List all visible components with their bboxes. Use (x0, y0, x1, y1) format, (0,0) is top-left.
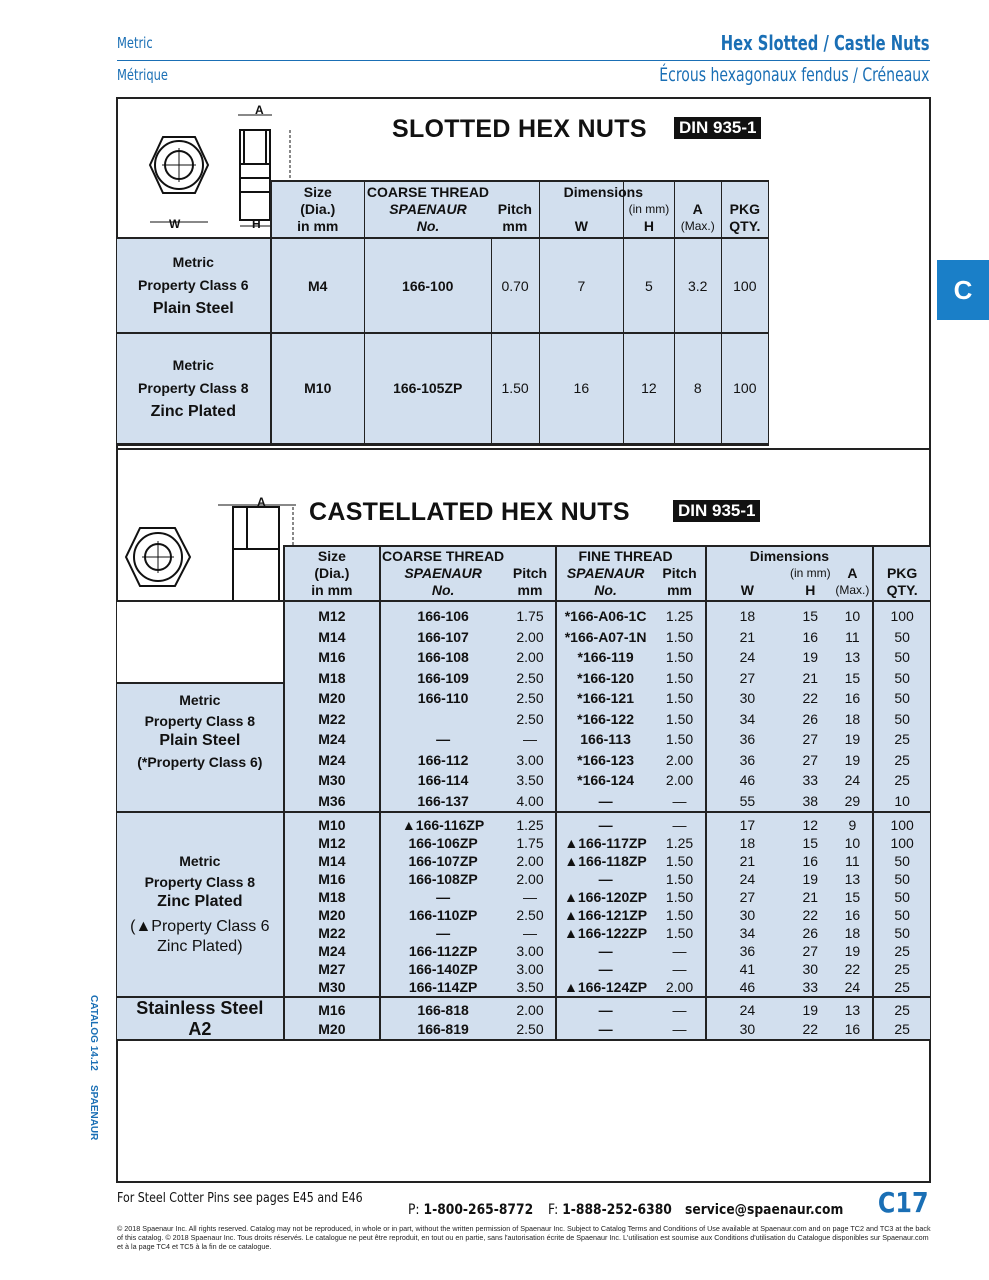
w-cell: 34 (706, 924, 788, 942)
a-cell: 19 (833, 750, 874, 771)
a-cell: 15 (833, 668, 874, 689)
h-cell: 26 (788, 924, 832, 942)
size-cell: M24 (284, 942, 380, 960)
qty-cell: 50 (873, 870, 930, 888)
size-cell: M18 (284, 888, 380, 906)
fine-pitch-cell: 2.00 (654, 750, 705, 771)
size-cell: M24 (284, 729, 380, 750)
a-cell: 29 (833, 791, 874, 813)
fine-no-cell: ▲166-124ZP (556, 978, 655, 997)
castellated-header-coarse-pitch: Pitch mm (505, 546, 556, 601)
coarse-pitch-cell: 1.25 (505, 812, 556, 834)
footer-cotter-note: For Steel Cotter Pins see pages E45 and E46 (117, 1191, 363, 1206)
size-cell: M14 (284, 627, 380, 648)
pitch-cell: 1.50 (491, 333, 539, 444)
size-cell: M16 (284, 870, 380, 888)
h-cell: 26 (788, 709, 832, 730)
castellated-header-fine: FINE THREAD SPAENAUR No. (556, 546, 655, 601)
slotted-header-size: Size (Dia.) in mm (271, 181, 365, 238)
slotted-diagram-w-label: W (169, 217, 181, 231)
coarse-pitch-cell: 3.50 (505, 978, 556, 997)
fine-pitch-cell: 1.50 (654, 688, 705, 709)
coarse-no-cell: 166-818 (380, 997, 505, 1020)
table-row (117, 997, 930, 1020)
h-cell: 5 (624, 238, 675, 333)
fine-no-cell: *166-120 (556, 668, 655, 689)
size-cell: M12 (284, 601, 380, 627)
size-cell: M12 (284, 834, 380, 852)
size-cell: M24 (284, 750, 380, 771)
coarse-no-cell: 166-110 (380, 688, 505, 709)
coarse-pitch-cell: 2.00 (505, 647, 556, 668)
coarse-pitch-cell: 3.00 (505, 960, 556, 978)
castellated-din-badge: DIN 935-1 (673, 500, 760, 522)
qty-cell: 100 (873, 601, 930, 627)
group-label-line: Property Class 8 (144, 873, 256, 890)
h-cell: 21 (788, 888, 832, 906)
coarse-pitch-cell: 2.00 (505, 870, 556, 888)
group-label-line: Zinc Plated (157, 893, 243, 911)
h-cell: 22 (788, 1020, 832, 1040)
fine-no-cell: 166-113 (556, 729, 655, 750)
qty-cell: 50 (873, 888, 930, 906)
a-cell: 13 (833, 647, 874, 668)
side-brand-label: SPAENAUR (88, 1085, 99, 1141)
castellated-header-spacer (117, 546, 284, 601)
coarse-no-cell: 166-108 (380, 647, 505, 668)
group-label-line: (*Property Class 6) (137, 753, 263, 770)
h-cell: 30 (788, 960, 832, 978)
a-cell: 11 (833, 627, 874, 648)
qty-cell: 100 (721, 333, 768, 444)
fine-pitch-cell: 1.50 (654, 870, 705, 888)
w-cell: 36 (706, 942, 788, 960)
coarse-pitch-cell: 2.50 (505, 906, 556, 924)
fine-no-cell: ▲166-118ZP (556, 852, 655, 870)
castellated-group-label (117, 601, 284, 812)
fine-no-cell: — (556, 870, 655, 888)
coarse-pitch-cell: — (505, 924, 556, 942)
group-label-line: Metric (179, 853, 221, 870)
group-label-line: Plain Steel (159, 732, 241, 749)
h-cell: 22 (788, 688, 832, 709)
coarse-no-cell: 166-106ZP (380, 834, 505, 852)
coarse-pitch-cell: 2.50 (505, 709, 556, 730)
coarse-pitch-cell: 4.00 (505, 791, 556, 813)
fine-pitch-cell: 1.50 (654, 924, 705, 942)
size-cell: M22 (284, 709, 380, 730)
group-label-line: (▲Property Class 6 (130, 917, 270, 935)
fine-no-cell: *166-A06-1C (556, 601, 655, 627)
w-cell: 24 (706, 870, 788, 888)
fine-no-cell: *166-124 (556, 770, 655, 791)
size-cell: M16 (284, 647, 380, 668)
w-cell: 18 (706, 601, 788, 627)
fine-pitch-cell: 1.25 (654, 601, 705, 627)
qty-cell: 25 (873, 1020, 930, 1040)
h-cell: 21 (788, 668, 832, 689)
h-cell: 33 (788, 770, 832, 791)
size-cell: M10 (271, 333, 365, 444)
fine-no-cell: ▲166-122ZP (556, 924, 655, 942)
page-number: C17 (878, 1186, 929, 1219)
slotted-din-badge: DIN 935-1 (674, 117, 761, 139)
a-cell: 8 (674, 333, 721, 444)
size-cell: M10 (284, 812, 380, 834)
qty-cell: 25 (873, 978, 930, 997)
fine-pitch-cell: 1.50 (654, 888, 705, 906)
coarse-pitch-cell: — (505, 888, 556, 906)
fine-no-cell: — (556, 997, 655, 1020)
h-cell: 15 (788, 601, 832, 627)
fine-pitch-cell: — (654, 1020, 705, 1040)
slotted-group-1-label: Metric Property Class 6 Plain Steel (117, 238, 271, 333)
castellated-diagram-a-label: A (257, 495, 266, 509)
h-cell: 19 (788, 997, 832, 1020)
group-label-line: Metric (179, 692, 221, 708)
qty-cell: 25 (873, 729, 930, 750)
qty-cell: 50 (873, 668, 930, 689)
side-catalog-label: CATALOG 14.12 (88, 995, 99, 1071)
coarse-no-cell: ▲166-116ZP (380, 812, 505, 834)
h-cell: 15 (788, 834, 832, 852)
qty-cell: 50 (873, 647, 930, 668)
castellated-table (117, 545, 930, 1041)
fine-pitch-cell: — (654, 997, 705, 1020)
footer-email[interactable]: service@spaenaur.com (685, 1202, 844, 1218)
header-left-en: Metric (117, 34, 153, 52)
a-cell: 18 (833, 709, 874, 730)
coarse-no-cell: 166-140ZP (380, 960, 505, 978)
w-cell: 27 (706, 668, 788, 689)
h-cell: 38 (788, 791, 832, 813)
footer-fax: F: 1-888-252-6380 (548, 1202, 672, 1218)
section-tab[interactable]: C (937, 260, 989, 320)
slotted-diagram-a-label: A (255, 103, 264, 117)
fine-no-cell: — (556, 1020, 655, 1040)
header-left-fr: Métrique (117, 66, 168, 84)
w-cell: 30 (706, 688, 788, 709)
coarse-no-cell: 166-110ZP (380, 906, 505, 924)
fine-pitch-cell: 1.50 (654, 709, 705, 730)
w-cell: 34 (706, 709, 788, 730)
fine-pitch-cell: — (654, 960, 705, 978)
fine-no-cell: *166-A07-1N (556, 627, 655, 648)
coarse-pitch-cell: 1.75 (505, 834, 556, 852)
pitch-cell: 0.70 (491, 238, 539, 333)
fine-pitch-cell: — (654, 812, 705, 834)
coarse-no-cell: 166-107 (380, 627, 505, 648)
w-cell: 36 (706, 750, 788, 771)
slotted-title: SLOTTED HEX NUTS (392, 115, 647, 143)
a-cell: 15 (833, 888, 874, 906)
footer-legal: © 2018 Spaenaur Inc. All rights reserved. Catalog may not be reproduced, in whole or in part, without the written permission of Spaenaur Inc. Subject to Catalog Terms and Conditions of Use available at Spaenaur.com and on page TC2 and TC3 at the back of this catalog. © 2018 Spaenaur Inc. Tous droits réservés. Le catalogue ne peut être reproduit, en tout ou en partie, sans l'autorisation écrite de Spaenaur Inc. L'utilisation est soumise aux Conditions d'utilisation du Catalogue disponibles sur Spaenaur.com et à la page TC4 et TC5 à la fin de ce catalogue. (117, 1224, 931, 1251)
group-label-line: A2 (188, 1018, 212, 1039)
fine-no-cell: — (556, 942, 655, 960)
size-cell: M4 (271, 238, 365, 333)
size-cell: M30 (284, 770, 380, 791)
w-cell: 30 (706, 906, 788, 924)
w-cell: 24 (706, 997, 788, 1020)
h-cell: 27 (788, 729, 832, 750)
slotted-header-spacer (117, 181, 271, 238)
footer-phone: P: 1-800-265-8772 (408, 1202, 534, 1218)
section-divider (117, 448, 930, 450)
fine-no-cell: *166-121 (556, 688, 655, 709)
coarse-pitch-cell: 2.50 (505, 668, 556, 689)
fine-pitch-cell: 1.50 (654, 906, 705, 924)
w-cell: 55 (706, 791, 788, 813)
coarse-no-cell: 166-107ZP (380, 852, 505, 870)
coarse-pitch-cell: 3.00 (505, 942, 556, 960)
qty-cell: 25 (873, 942, 930, 960)
qty-cell: 50 (873, 709, 930, 730)
h-cell: 19 (788, 870, 832, 888)
qty-cell: 50 (873, 627, 930, 648)
coarse-no-cell (380, 709, 505, 730)
w-cell: 36 (706, 729, 788, 750)
fine-no-cell: — (556, 812, 655, 834)
qty-cell: 10 (873, 791, 930, 813)
coarse-pitch-cell: 3.50 (505, 770, 556, 791)
fine-pitch-cell: 1.50 (654, 852, 705, 870)
slotted-diagram-h-label: H (252, 217, 261, 231)
castellated-header-a: A (Max.) (833, 546, 874, 601)
a-cell: 10 (833, 601, 874, 627)
fine-no-cell: ▲166-117ZP (556, 834, 655, 852)
part-number-cell: 166-100 (364, 238, 491, 333)
h-cell: 12 (624, 333, 675, 444)
fine-no-cell: *166-123 (556, 750, 655, 771)
a-cell: 18 (833, 924, 874, 942)
a-cell: 24 (833, 978, 874, 997)
fine-no-cell: ▲166-120ZP (556, 888, 655, 906)
coarse-no-cell: — (380, 729, 505, 750)
fine-no-cell: *166-122 (556, 709, 655, 730)
castellated-header-row (117, 546, 930, 601)
a-cell: 22 (833, 960, 874, 978)
a-cell: 16 (833, 1020, 874, 1040)
fine-pitch-cell: 2.00 (654, 770, 705, 791)
slotted-row (117, 333, 769, 444)
fine-pitch-cell: 1.50 (654, 647, 705, 668)
castellated-header-size: Size (Dia.) in mm (284, 546, 380, 601)
h-cell: 33 (788, 978, 832, 997)
slotted-header-a: A (Max.) (674, 181, 721, 238)
size-cell: M27 (284, 960, 380, 978)
coarse-pitch-cell: 2.00 (505, 997, 556, 1020)
w-cell: 17 (706, 812, 788, 834)
h-cell: 19 (788, 647, 832, 668)
slotted-header-spaenaur: COARSE THREAD SPAENAUR No. (364, 181, 491, 238)
coarse-no-cell: 166-106 (380, 601, 505, 627)
qty-cell: 50 (873, 688, 930, 709)
size-cell: M20 (284, 1020, 380, 1040)
coarse-pitch-cell: 2.50 (505, 688, 556, 709)
w-cell: 21 (706, 627, 788, 648)
coarse-no-cell: — (380, 924, 505, 942)
qty-cell: 25 (873, 997, 930, 1020)
qty-cell: 100 (873, 834, 930, 852)
fine-pitch-cell: 1.50 (654, 729, 705, 750)
qty-cell: 50 (873, 924, 930, 942)
coarse-no-cell: 166-114ZP (380, 978, 505, 997)
a-cell: 11 (833, 852, 874, 870)
size-cell: M22 (284, 924, 380, 942)
size-cell: M30 (284, 978, 380, 997)
slotted-header-w: Dimensions W (539, 181, 623, 238)
qty-cell: 25 (873, 750, 930, 771)
fine-pitch-cell: — (654, 791, 705, 813)
group-label-line: Zinc Plated) (157, 938, 243, 956)
coarse-no-cell: 166-112ZP (380, 942, 505, 960)
a-cell: 16 (833, 688, 874, 709)
group-label-line: Property Class 8 (144, 712, 256, 729)
w-cell: 46 (706, 978, 788, 997)
qty-cell: 25 (873, 770, 930, 791)
castellated-header-coarse: COARSE THREAD SPAENAUR No. (380, 546, 505, 601)
a-cell: 19 (833, 942, 874, 960)
h-cell: 16 (788, 627, 832, 648)
table-row (117, 812, 930, 834)
coarse-no-cell: 166-819 (380, 1020, 505, 1040)
a-cell: 13 (833, 997, 874, 1020)
slotted-header-pitch: Pitch mm (491, 181, 539, 238)
fine-pitch-cell: — (654, 942, 705, 960)
slotted-row (117, 238, 769, 333)
coarse-no-cell: 166-112 (380, 750, 505, 771)
castellated-header-pkg: PKG QTY. (873, 546, 930, 601)
h-cell: 22 (788, 906, 832, 924)
fine-pitch-cell: 1.50 (654, 668, 705, 689)
header-right-fr: Écrous hexagonaux fendus / Créneaux (658, 64, 929, 86)
qty-cell: 50 (873, 906, 930, 924)
coarse-pitch-cell: 2.00 (505, 852, 556, 870)
coarse-pitch-cell: 2.50 (505, 1020, 556, 1040)
w-cell: 21 (706, 852, 788, 870)
header-divider (117, 60, 930, 61)
coarse-no-cell: 166-109 (380, 668, 505, 689)
size-cell: M20 (284, 688, 380, 709)
w-cell: 46 (706, 770, 788, 791)
a-cell: 13 (833, 870, 874, 888)
qty-cell: 25 (873, 960, 930, 978)
slotted-header-pkg: PKG QTY. (721, 181, 768, 238)
h-cell: 16 (788, 852, 832, 870)
size-cell: M36 (284, 791, 380, 813)
fine-no-cell: — (556, 791, 655, 813)
slotted-header-h: (in mm) H (624, 181, 675, 238)
w-cell: 41 (706, 960, 788, 978)
fine-pitch-cell: 1.25 (654, 834, 705, 852)
qty-cell: 100 (721, 238, 768, 333)
castellated-group-label (117, 812, 284, 997)
size-cell: M16 (284, 997, 380, 1020)
size-cell: M20 (284, 906, 380, 924)
slotted-group-2-label: Metric Property Class 8 Zinc Plated (117, 333, 271, 444)
w-cell: 30 (706, 1020, 788, 1040)
coarse-no-cell: 166-114 (380, 770, 505, 791)
a-cell: 16 (833, 906, 874, 924)
castellated-group-label (117, 997, 284, 1040)
fine-pitch-cell: 1.50 (654, 627, 705, 648)
a-cell: 10 (833, 834, 874, 852)
coarse-no-cell: 166-108ZP (380, 870, 505, 888)
h-cell: 27 (788, 750, 832, 771)
qty-cell: 50 (873, 852, 930, 870)
size-cell: M14 (284, 852, 380, 870)
part-number-cell: 166-105ZP (364, 333, 491, 444)
coarse-pitch-cell: 2.00 (505, 627, 556, 648)
w-cell: 24 (706, 647, 788, 668)
coarse-pitch-cell: — (505, 729, 556, 750)
fine-no-cell: *166-119 (556, 647, 655, 668)
fine-pitch-cell: 2.00 (654, 978, 705, 997)
a-cell: 3.2 (674, 238, 721, 333)
h-cell: 27 (788, 942, 832, 960)
a-cell: 24 (833, 770, 874, 791)
coarse-no-cell: — (380, 888, 505, 906)
castellated-header-fine-pitch: Pitch mm (654, 546, 705, 601)
w-cell: 18 (706, 834, 788, 852)
castellated-header-h: (in mm) H (788, 546, 832, 601)
coarse-pitch-cell: 1.75 (505, 601, 556, 627)
w-cell: 16 (539, 333, 623, 444)
slotted-table (117, 180, 769, 446)
h-cell: 12 (788, 812, 832, 834)
qty-cell: 100 (873, 812, 930, 834)
w-cell: 27 (706, 888, 788, 906)
w-cell: 7 (539, 238, 623, 333)
a-cell: 19 (833, 729, 874, 750)
castellated-header-w: Dimensions W (706, 546, 788, 601)
fine-no-cell: ▲166-121ZP (556, 906, 655, 924)
group-label-line: Stainless Steel (136, 998, 264, 1018)
a-cell: 9 (833, 812, 874, 834)
size-cell: M18 (284, 668, 380, 689)
header-right-en: Hex Slotted / Castle Nuts (720, 31, 929, 55)
coarse-pitch-cell: 3.00 (505, 750, 556, 771)
castellated-title: CASTELLATED HEX NUTS (309, 498, 630, 526)
table-row (117, 601, 930, 627)
coarse-no-cell: 166-137 (380, 791, 505, 813)
fine-no-cell: — (556, 960, 655, 978)
